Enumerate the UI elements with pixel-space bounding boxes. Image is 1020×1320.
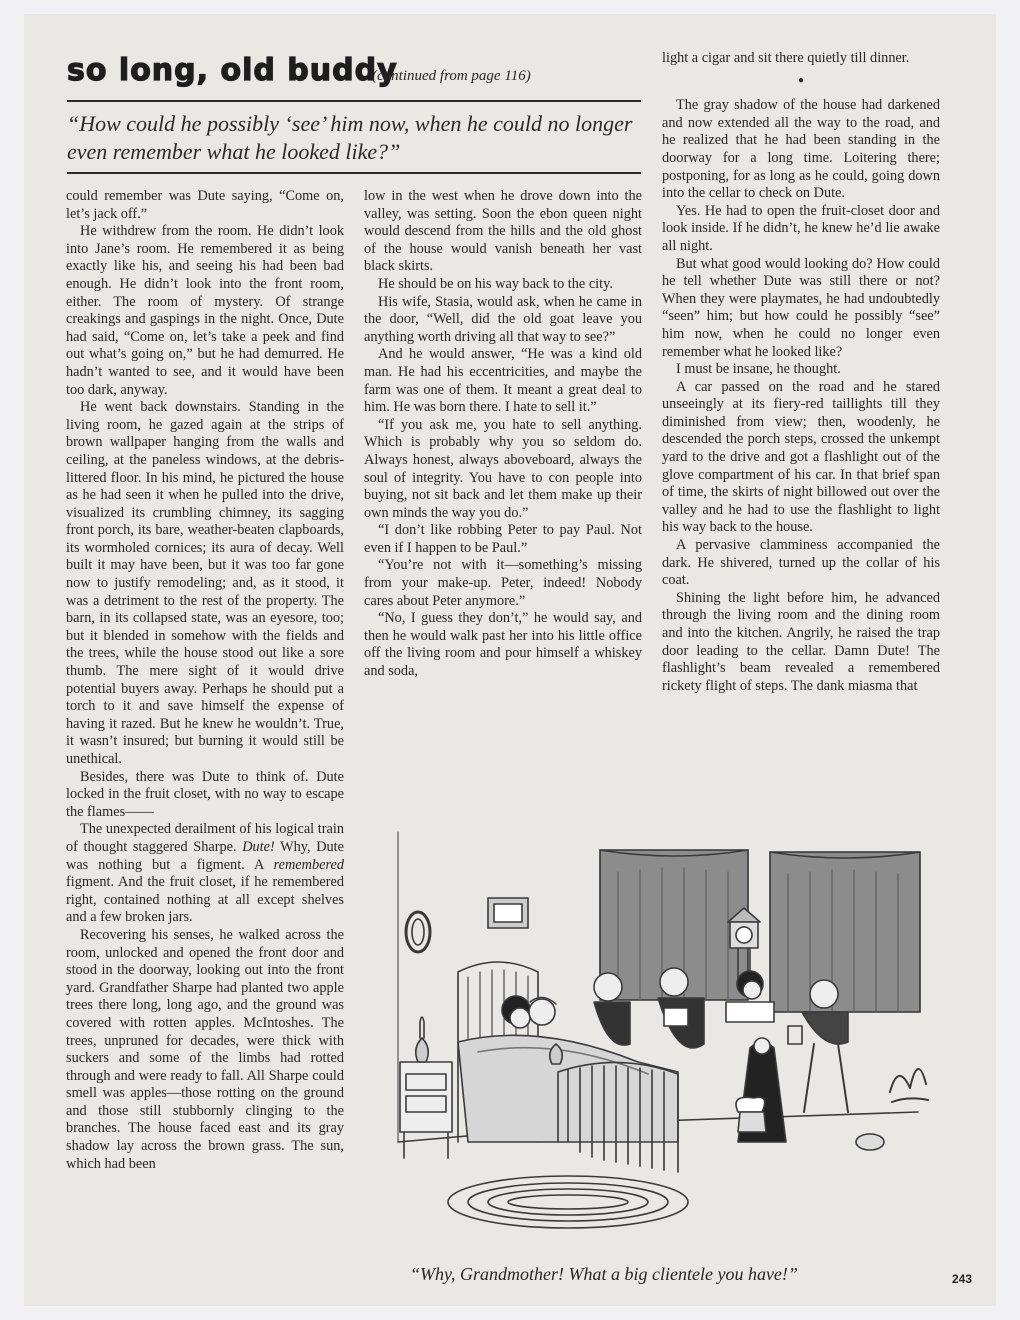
text-column-3 — [662, 50, 940, 695]
paragraph: He should be on his way back to the city. — [378, 275, 613, 292]
paragraph-text: figment. And the fruit closet, if he remembered right, contained nothing at all except shelves and a few broken jars. — [66, 874, 344, 926]
paragraph: could remember was Dute saying, “Come on, let’s jack off.” — [66, 188, 344, 222]
paragraph: “I don’t like robbing Peter to pay Paul. Not even if I happen to be Paul.” — [364, 522, 642, 556]
paragraph: low in the west when he drove down into the valley, was setting. Soon the ebon queen night would descend from the hills and the old ghost of the house would vanish beneath her vast black skirts. — [364, 188, 642, 275]
pullquote-rule-top — [67, 100, 641, 102]
pullquote-rule-bottom — [67, 172, 641, 174]
section-break-bullet: ● — [797, 74, 805, 86]
paragraph: light a cigar and sit there quietly till dinner. — [662, 50, 910, 66]
text-column-2 — [364, 188, 642, 681]
paragraph-text: The unexpected derailment of his logical train of thought staggered Sharpe. — [66, 821, 344, 855]
paragraph: He withdrew from the room. He didn’t look into Jane’s room. He remembered it as being exactly like his, and seeing his had been bad enough. He didn’t look into the front room, either. The room of mystery. Of strange creakings and gaspings in the night. Once, Dute had said, “Come on, let’s take a peek and find out what’s going on,” but he had demurred. He hadn’t wanted to see, and it would have been too dark, anyway. — [66, 223, 344, 398]
cartoon-caption: “Why, Grandmother! What a big clientele you have!” — [410, 1264, 798, 1284]
paragraph: Yes. He had to open the fruit-closet door and look inside. If he didn’t, he knew he’d lie awake all night. — [662, 202, 940, 254]
emphasis: Dute! — [242, 838, 275, 855]
paragraph — [66, 821, 344, 927]
story-kicker: so long, old buddy — [67, 53, 398, 88]
paragraph: His wife, Stasia, would ask, when he came in the door, “Well, did the old goat leave you anything worth driving all that way to see?” — [364, 293, 642, 345]
paragraph-text: Why, Dute was nothing but a figment. A — [66, 838, 344, 873]
paragraph: “No, I guess they don’t,” he would say, and then he would walk past her into his little office off the living room and pour himself a whiskey and soda, — [364, 610, 642, 680]
paragraph: Shining the light before him, he advanced through the living room and the dining room and into the kitchen. Angrily, he raised the trap door leading to the cellar. Damn Dute! The flashlight’s beam revealed a remembered rickety flight of steps. The dank miasma that — [662, 589, 940, 694]
paragraph: I must be insane, he thought. — [676, 361, 841, 378]
paragraph: Besides, there was Dute to think of. Dute locked in the fruit closet, with no way to escape the flames—— — [66, 768, 344, 820]
paragraph: “If you ask me, you hate to sell anything. Which is probably why you so seldom do. Always honest, always aboveboard, always the soul of integrity. You have to con people into buying, not sit back and let them make up their own minds the way you do.” — [364, 416, 642, 521]
pullquote: “How could he possibly ‘see’ him now, when he could no longer even remember what he looked like?” — [67, 111, 633, 164]
emphasis: remembered — [273, 856, 344, 873]
paragraph: But what good would looking do? How could he tell whether Dute was still there or not? When they were playmates, he had undoubtedly “seen” him; but how could he possibly “see” him now, when he could no longer even remember what he looked like? — [662, 255, 940, 360]
cartoon-illustration — [378, 812, 948, 1252]
paragraph: A car passed on the road and he stared unseeingly at its fiery-red taillights till they diminished from view; then, woodenly, he descended the porch steps, crossed the unkempt yard to the drive and got a flashlight out of the glove compartment of his car. In that brief span of time, the skirts of night billowed out over the valley and he had to use the flashlight to light his way back to the house. — [662, 378, 940, 536]
text-column-1 — [66, 188, 344, 1173]
paragraph: He went back downstairs. Standing in the living room, he gazed again at the strips of brown wallpaper hanging from the walls and ceiling, at the paneless windows, at the debris-littered floor. In his mind, he pictured the house as he had seen it when he pulled into the drive, visualized its crumbling chimney, its sagging front porch, its bare, weather-beaten clapboards, its wormholed cornices; its aura of decay. Well built it may have been, but it was too far gone now to justify remodeling; and, as it stood, it was a detriment to the rest of the property. The barn, in its collapsed state, was an eyesore, too; but it blended in somehow with the fields and the trees, while the house stood out like a sore thumb. The mere sight of it would drive potential buyers away. Perhaps he should put a torch to it and save himself the expense of having it razed. But he knew he wouldn’t. True, it wasn’t insured; but burning it would still be unethical. — [66, 399, 344, 767]
paragraph: And he would answer, “He was a kind old man. He had his eccentricities, and maybe the farm was one of them. It meant a great deal to him. He was born there. I hate to sell it.” — [364, 346, 642, 416]
paragraph: The gray shadow of the house had darkened and now extended all the way to the road, and he realized that he had been standing in the doorway for a long time. Loitering there; postponing, for as long as he could, going down into the cellar to check on Dute. — [662, 97, 940, 202]
page-number: 243 — [952, 1272, 973, 1286]
paragraph: A pervasive clamminess accompanied the dark. He shivered, turned up the collar of his coat. — [662, 537, 940, 589]
paragraph: “You’re not with it—something’s missing from your make-up. Peter, indeed! Nobody cares about Peter anymore.” — [364, 557, 642, 609]
paragraph: Recovering his senses, he walked across the room, unlocked and opened the front door and stood in the doorway, looking out into the front yard. Grandfather Sharpe had planted two apple trees there long, long ago, and the ground was covered with rotten apples. McIntoshes. The trees, unpruned for decades, were thick with suckers and some of the limbs had rotted through and were ready to fall. All Sharpe could smell was apples—those rotting on the ground and those still stubbornly clinging to the branches. The house faced east and its gray shadow lay across the brown grass. The sun, which had been — [66, 926, 344, 1172]
continued-note: (continued from page 116) — [372, 68, 531, 84]
